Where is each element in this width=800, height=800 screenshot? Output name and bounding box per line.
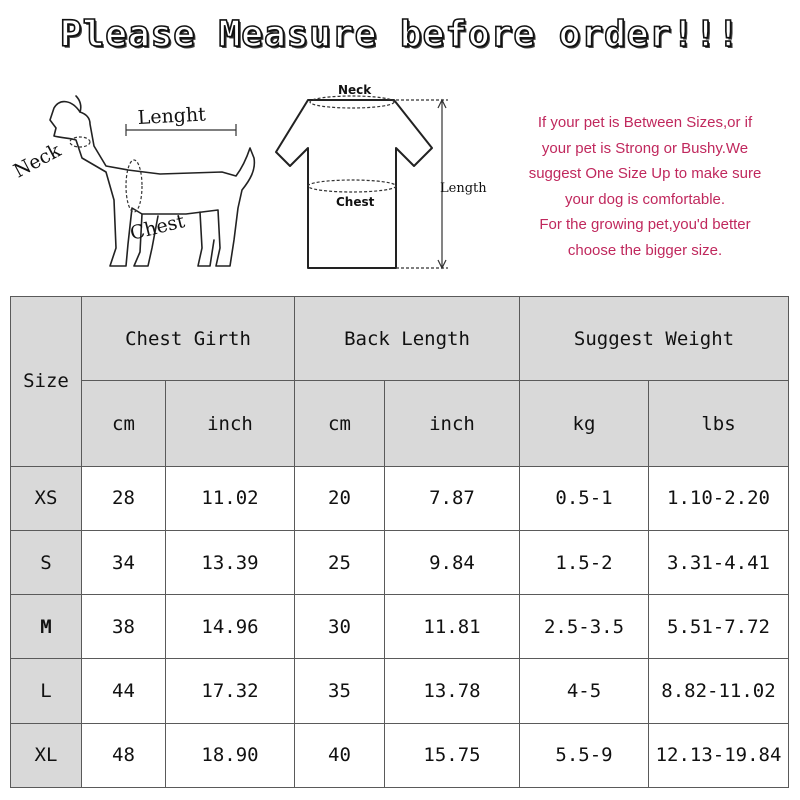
table-cell: 17.32 [166,659,295,723]
size-header: Size [11,297,82,467]
table-row [11,723,789,787]
table-cell: 12.13-19.84 [649,723,789,787]
table-cell: 35 [295,659,385,723]
table-cell: 20 [295,466,385,530]
size-cell: S [11,530,82,594]
size-cell: XS [11,466,82,530]
note-line: your dog is comfortable. [564,190,726,208]
table-cell: 25 [295,530,385,594]
table-cell: 0.5-1 [520,466,649,530]
table-cell: 4-5 [520,659,649,723]
unit-header: cm [295,381,385,466]
table-cell: 14.96 [166,595,295,659]
unit-header: inch [166,381,295,466]
shirt-length-label: Length [440,181,487,196]
note-line: If your pet is Between Sizes,or if [537,114,753,131]
table-row [11,466,789,530]
note-line: choose the bigger size. [567,241,723,259]
table-cell: 9.84 [385,530,520,594]
table-cell: 15.75 [385,723,520,787]
note-line: your pet is Strong or Bushy.We [541,139,749,157]
dog-length-label: Lenght [137,103,207,129]
table-cell: 38 [82,595,166,659]
table-cell: 48 [82,723,166,787]
table-cell: 13.78 [385,659,520,723]
table-cell: 11.81 [385,595,520,659]
chest-girth-header: Chest Girth [82,297,295,381]
table-cell: 5.51-7.72 [649,595,789,659]
table-cell: 34 [82,530,166,594]
table-cell: 7.87 [385,466,520,530]
shirt-outline-icon [276,100,432,268]
table-cell: 1.5-2 [520,530,649,594]
size-cell: M [11,595,82,659]
back-length-header: Back Length [295,297,520,381]
table-cell: 8.82-11.02 [649,659,789,723]
unit-header: kg [520,381,649,466]
table-row [11,530,789,594]
table-cell: 5.5-9 [520,723,649,787]
unit-header: lbs [649,381,789,466]
size-cell: XL [11,723,82,787]
table-cell: 13.39 [166,530,295,594]
unit-header: inch [385,381,520,466]
dog-diagram [10,80,270,280]
sizing-note [500,110,790,264]
table-cell: 1.10-2.20 [649,466,789,530]
table-cell: 18.90 [166,723,295,787]
shirt-chest-label: Chest [336,195,375,209]
table-cell: 30 [295,595,385,659]
shirt-neck-label: Neck [338,83,372,97]
table-cell: 2.5-3.5 [520,595,649,659]
table-row [11,659,789,723]
page-title: Please Measure before order!!! [59,14,741,55]
table-cell: 28 [82,466,166,530]
dog-chest-label: Chest [127,210,187,245]
size-chart-table [10,296,789,788]
unit-header: cm [82,381,166,466]
table-cell: 44 [82,659,166,723]
table-row [11,595,789,659]
table-cell: 3.31-4.41 [649,530,789,594]
size-cell: L [11,659,82,723]
dog-neck-label: Neck [10,139,65,183]
table-cell: 40 [295,723,385,787]
shirt-diagram [272,82,492,274]
table-cell: 11.02 [166,466,295,530]
suggest-weight-header: Suggest Weight [520,297,789,381]
note-line: suggest One Size Up to make sure [528,165,762,183]
note-line: For the growing pet,you'd better [539,216,751,234]
